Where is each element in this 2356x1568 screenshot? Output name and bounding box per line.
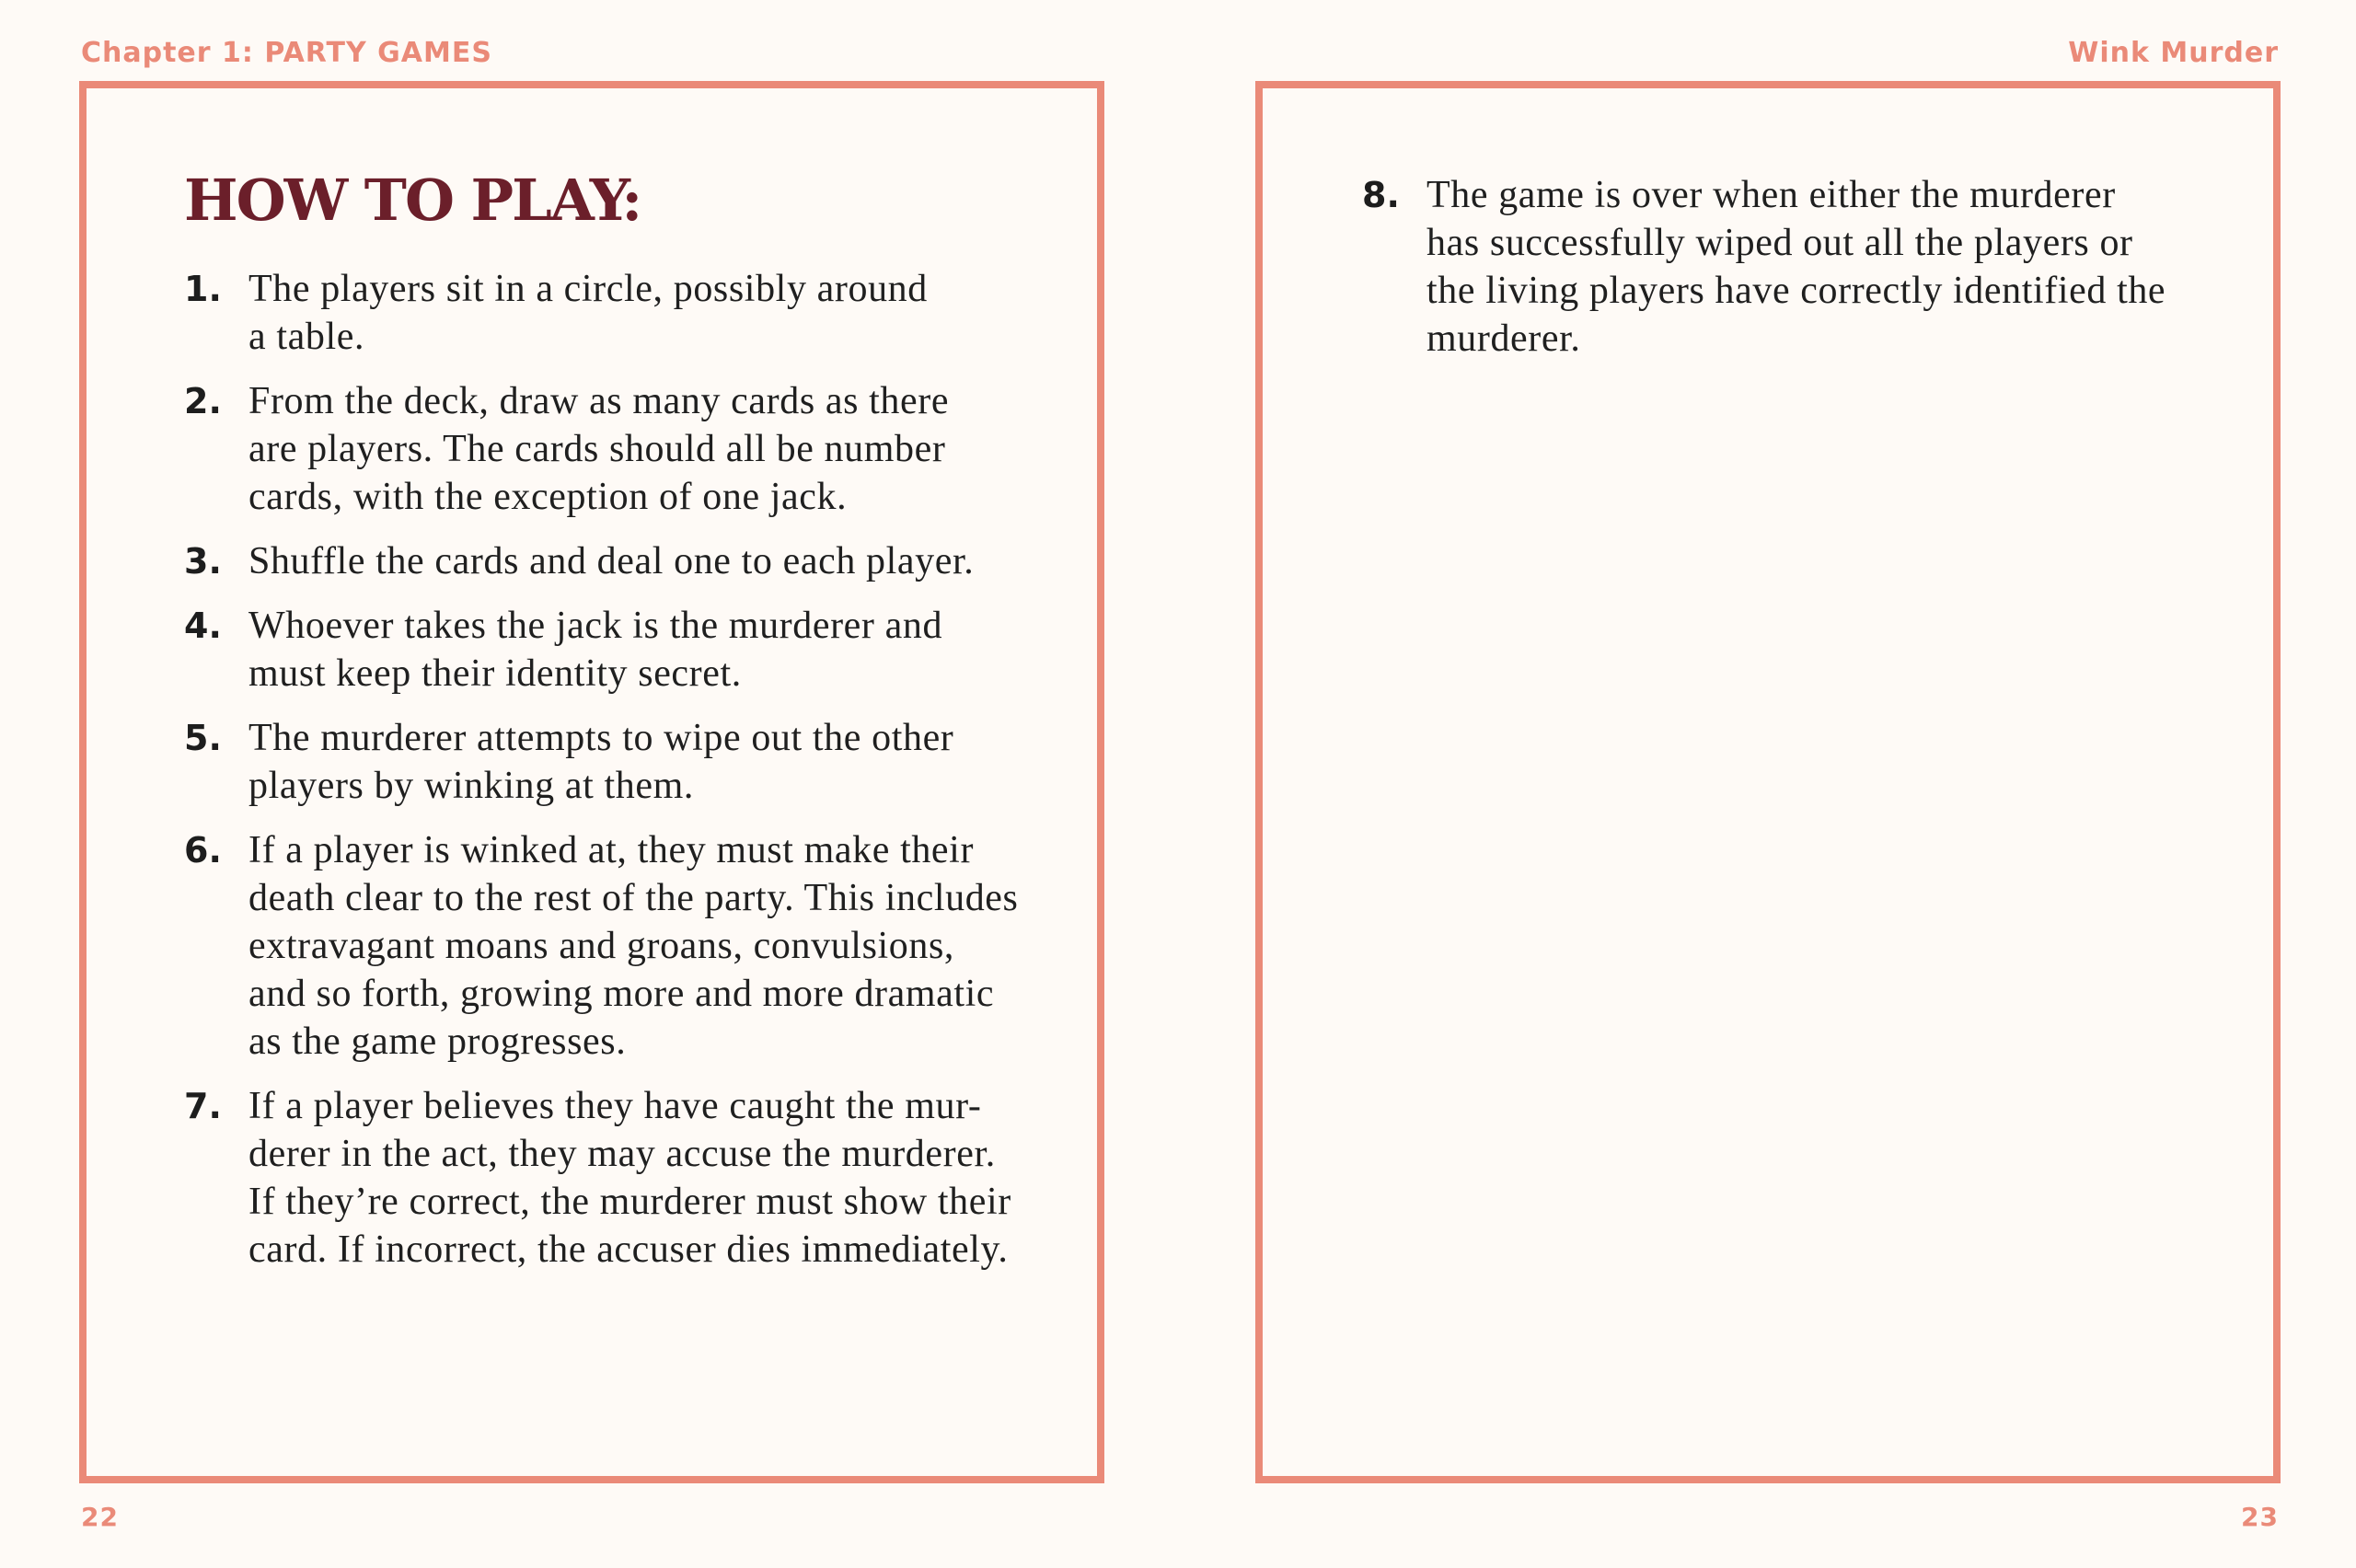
step-number: 2. — [184, 381, 222, 421]
step-text — [248, 377, 949, 521]
step-text-line: cards, with the exception of one jack. — [248, 476, 848, 518]
step-text-line: must keep their identity secret. — [248, 652, 742, 695]
step-text-line: The game is over when either the murderer — [1426, 174, 2116, 216]
step-text-line: The murderer attempts to wipe out the other — [248, 717, 954, 759]
step-number: 5. — [184, 718, 222, 758]
right-steps-list — [1362, 171, 2190, 379]
chapter-running-head: Chapter 1: PARTY GAMES — [81, 37, 492, 69]
step-number: 4. — [184, 605, 222, 646]
step-text-line: has successfully wiped out all the players or — [1426, 222, 2133, 264]
step-text-line: derer in the act, they may accuse the murderer. — [248, 1133, 996, 1175]
step-text-line: extravagant moans and groans, convulsions, — [248, 925, 955, 967]
step-text — [248, 826, 1019, 1066]
step-text-line: as the game progresses. — [248, 1020, 627, 1063]
step-item — [184, 826, 1019, 1066]
step-item — [184, 714, 1012, 810]
step-text-line: If a player believes they have caught the mur- — [248, 1085, 982, 1127]
step-item — [1362, 171, 2190, 363]
step-text-line: From the deck, draw as many cards as there — [248, 380, 950, 422]
step-item — [184, 537, 1012, 585]
step-number: 6. — [184, 830, 222, 870]
step-number: 3. — [184, 541, 222, 582]
step-text-line: players by winking at them. — [248, 765, 694, 807]
step-text — [248, 602, 942, 698]
step-text-line: and so forth, growing more and more dramatic — [248, 973, 995, 1015]
step-item — [184, 602, 1012, 698]
step-text-line: death clear to the rest of the party. This includes — [248, 877, 1019, 919]
step-text-line: If they’re correct, the murderer must show their — [248, 1181, 1011, 1223]
step-text — [248, 714, 953, 810]
step-item — [184, 377, 1012, 521]
game-title-running-head: Wink Murder — [2068, 37, 2279, 69]
left-steps-list — [184, 265, 1019, 1290]
how-to-play-heading: HOW TO PLAY: — [184, 167, 641, 234]
step-text-line: card. If incorrect, the accuser dies immediately. — [248, 1228, 1009, 1271]
step-number: 8. — [1362, 175, 1400, 215]
step-item — [184, 1082, 1012, 1274]
right-page-number: 23 — [2241, 1502, 2279, 1532]
step-text-line: the living players have correctly identified the — [1426, 270, 2166, 312]
step-text-line: Whoever takes the jack is the murderer and — [248, 605, 943, 647]
step-number: 7. — [184, 1086, 222, 1126]
step-text-line: a table. — [248, 316, 365, 358]
step-text — [248, 1082, 1011, 1274]
step-item — [184, 265, 1012, 361]
step-text-line: If a player is winked at, they must make their — [248, 829, 975, 871]
step-text — [1426, 171, 2165, 363]
step-text-line: are players. The cards should all be number — [248, 428, 946, 470]
step-text — [248, 265, 928, 361]
left-page-number: 22 — [81, 1502, 119, 1532]
step-text-line: Shuffle the cards and deal one to each player. — [248, 540, 975, 582]
step-text-line: The players sit in a circle, possibly around — [248, 268, 928, 310]
step-number: 1. — [184, 269, 222, 309]
step-text — [248, 537, 974, 585]
step-text-line: murderer. — [1426, 317, 1581, 360]
